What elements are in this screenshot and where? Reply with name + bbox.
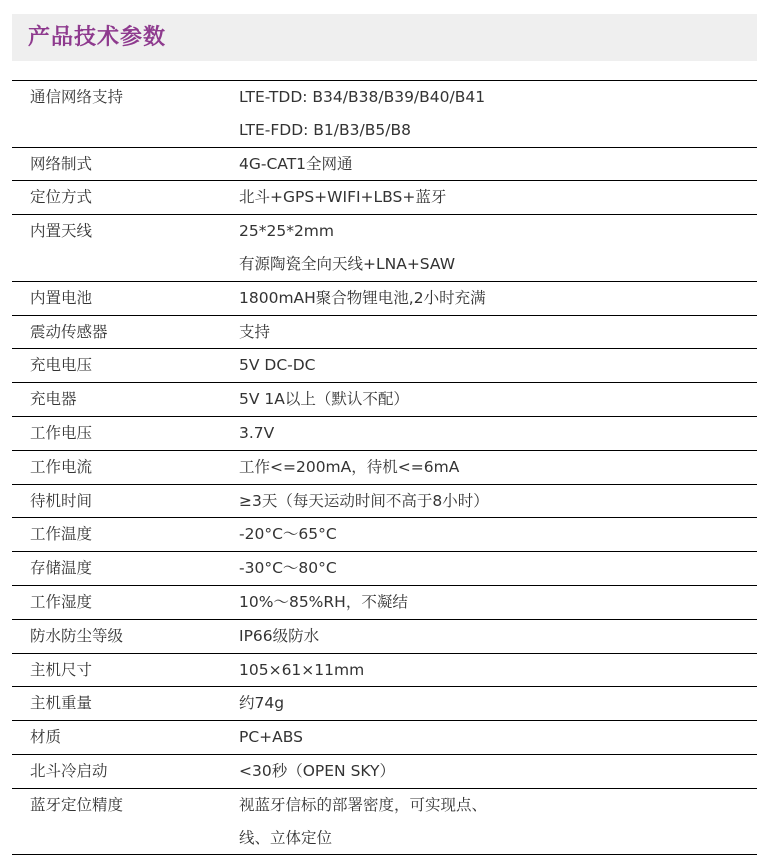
spec-label: 震动传感器 xyxy=(30,322,108,341)
spec-values xyxy=(239,755,757,788)
spec-label: 待机时间 xyxy=(30,491,93,510)
spec-value: 1800mAH聚合物锂电池,2小时充满 xyxy=(239,288,486,307)
spec-row xyxy=(12,789,757,855)
spec-values xyxy=(239,349,757,382)
spec-row xyxy=(12,282,757,316)
spec-values xyxy=(239,215,757,281)
spec-row xyxy=(12,485,757,519)
spec-value: IP66级防水 xyxy=(239,626,320,645)
spec-values xyxy=(239,81,757,147)
spec-label: 内置天线 xyxy=(30,222,93,241)
spec-label: 主机重量 xyxy=(30,694,93,713)
spec-label: 工作电流 xyxy=(30,457,93,476)
spec-row xyxy=(12,620,757,654)
spec-values xyxy=(239,316,757,349)
spec-value: 有源陶瓷全向天线+LNA+SAW xyxy=(239,254,456,273)
spec-value: 线、立体定位 xyxy=(239,828,333,847)
spec-label: 定位方式 xyxy=(30,188,93,207)
spec-values xyxy=(239,789,757,855)
spec-values xyxy=(239,586,757,619)
spec-values xyxy=(239,485,757,518)
spec-values xyxy=(239,451,757,484)
spec-values xyxy=(239,282,757,315)
spec-row xyxy=(12,215,757,282)
spec-label: 充电器 xyxy=(30,390,77,409)
spec-value: 视蓝牙信标的部署密度，可实现点、 xyxy=(239,795,488,814)
spec-row xyxy=(12,451,757,485)
spec-row xyxy=(12,518,757,552)
spec-values xyxy=(239,518,757,551)
spec-values xyxy=(239,721,757,754)
spec-value: 105×61×11mm xyxy=(239,660,365,679)
spec-row xyxy=(12,654,757,688)
spec-row xyxy=(12,316,757,350)
spec-value: LTE-TDD: B34/B38/B39/B40/B41 xyxy=(239,88,486,106)
spec-label: 北斗冷启动 xyxy=(30,761,108,780)
spec-values xyxy=(239,552,757,585)
spec-row xyxy=(12,349,757,383)
spec-label: 工作电压 xyxy=(30,423,93,442)
spec-value: 5V 1A以上（默认不配） xyxy=(239,390,409,409)
spec-values xyxy=(239,181,757,214)
spec-label: 网络制式 xyxy=(30,154,93,173)
spec-label: 通信网络支持 xyxy=(30,88,124,106)
spec-label: 工作温度 xyxy=(30,525,93,544)
spec-row xyxy=(12,383,757,417)
spec-row xyxy=(12,417,757,451)
spec-value: -20°C～65°C xyxy=(239,525,337,544)
spec-label: 主机尺寸 xyxy=(30,660,93,679)
spec-row xyxy=(12,721,757,755)
spec-value: -30°C～80°C xyxy=(239,559,337,578)
spec-label: 充电电压 xyxy=(30,356,93,375)
spec-label: 工作湿度 xyxy=(30,592,93,611)
spec-value: 5V DC-DC xyxy=(239,356,316,375)
spec-row xyxy=(12,181,757,215)
spec-values xyxy=(239,417,757,450)
spec-value: 4G-CAT1全网通 xyxy=(239,154,353,173)
spec-table xyxy=(12,80,757,855)
spec-value: 10%～85%RH，不凝结 xyxy=(239,592,408,611)
spec-label: 蓝牙定位精度 xyxy=(30,795,124,814)
spec-values xyxy=(239,383,757,416)
spec-label: 材质 xyxy=(30,728,62,747)
spec-values xyxy=(239,654,757,687)
spec-label: 防水防尘等级 xyxy=(30,626,124,645)
spec-value: 北斗+GPS+WIFI+LBS+蓝牙 xyxy=(239,188,447,207)
spec-values xyxy=(239,687,757,720)
spec-row xyxy=(12,552,757,586)
spec-row xyxy=(12,755,757,789)
spec-value: 约74g xyxy=(239,694,285,713)
spec-row xyxy=(12,81,757,148)
spec-value: 支持 xyxy=(239,322,271,341)
spec-row xyxy=(12,148,757,182)
spec-row xyxy=(12,586,757,620)
spec-label: 存储温度 xyxy=(30,559,93,578)
spec-value: 3.7V xyxy=(239,423,275,442)
spec-value: LTE-FDD: B1/B3/B5/B8 xyxy=(239,120,411,139)
spec-value: 25*25*2mm xyxy=(239,222,335,241)
spec-value: <30秒（OPEN SKY） xyxy=(239,761,395,780)
section-title: 产品技术参数 xyxy=(28,25,167,50)
spec-label: 内置电池 xyxy=(30,288,93,307)
section-header xyxy=(12,14,757,61)
spec-values xyxy=(239,620,757,653)
spec-values xyxy=(239,148,757,181)
spec-row xyxy=(12,687,757,721)
spec-value: 工作<=200mA，待机<=6mA xyxy=(239,457,460,476)
spec-value: ≥3天（每天运动时间不高于8小时） xyxy=(239,491,489,510)
spec-value: PC+ABS xyxy=(239,728,303,747)
